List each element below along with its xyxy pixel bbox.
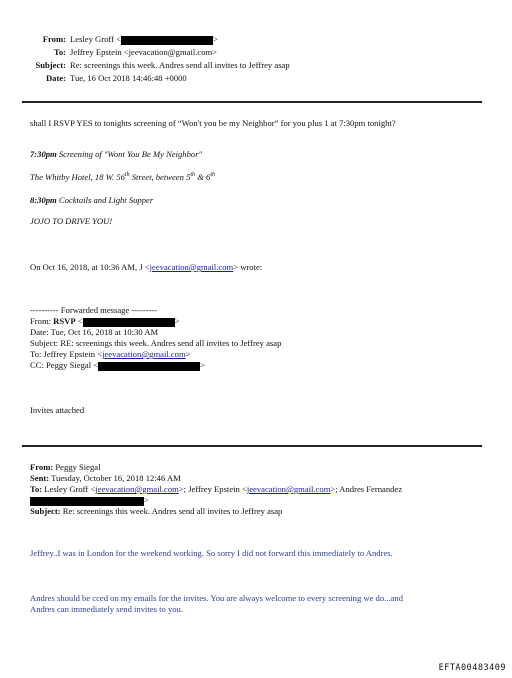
header-from-row — [0, 34, 218, 45]
redaction-bar — [83, 318, 175, 327]
forwarded-cc-after: > — [200, 360, 205, 370]
event-supper-text: Cocktails and Light Supper — [56, 195, 154, 205]
peggy-from-row — [30, 462, 101, 473]
forwarded-to-suffix: > — [185, 349, 191, 359]
quote-wrote-line — [30, 262, 262, 273]
forwarded-from-after: > — [174, 316, 180, 326]
peggy-paragraph-1: Jeffrey..I was in London for the weekend working. So sorry I did not forward this immediately to Andres. — [30, 548, 393, 558]
header-subject-row — [0, 60, 290, 71]
header-date-label: Date: — [45, 73, 66, 83]
location-text-b: Street, between 5 — [129, 172, 191, 182]
redaction-bar — [30, 497, 144, 506]
forwarded-from-row — [30, 316, 179, 327]
event-line-driver: JOJO TO DRIVE YOU! — [30, 216, 113, 226]
peggy-to-cont-after: > — [144, 495, 149, 505]
redaction-bar — [98, 362, 200, 371]
peggy-to-email-link-a[interactable]: jeevacation@gmail.com — [95, 484, 179, 494]
peggy-subject-row — [30, 506, 282, 517]
peggy-to-continuation — [30, 495, 149, 506]
header-to-value: Jeffrey Epstein <jeevacation@gmail.com> — [70, 47, 218, 57]
peggy-to-row — [30, 484, 402, 495]
quote-email-link[interactable]: jeevacation@gmail.com — [149, 262, 234, 272]
header-to-label: To: — [53, 47, 66, 57]
header-from-after: > — [212, 34, 218, 44]
event-line-location — [30, 172, 215, 183]
event-time-screening: 7:30pm — [30, 149, 57, 159]
location-text-a: The Whitby Hotel, 18 W. 56 — [30, 172, 125, 182]
forwarded-to-prefix: To: Jeffrey Epstein < — [30, 349, 103, 359]
location-sup-3: th — [210, 172, 215, 179]
forwarded-to-email-link[interactable]: jeevacation@gmail.com — [102, 349, 186, 359]
forwarded-to-row — [30, 349, 191, 360]
forwarded-date-row: Date: Tue, Oct 16, 2018 at 10:30 AM — [30, 327, 159, 337]
peggy-subject-value: Re: screenings this week. Andres send all invites to Jeffrey asap — [60, 506, 283, 516]
forwarded-cc-prefix: CC: Peggy Siegal < — [30, 360, 99, 370]
peggy-to-email-link-b[interactable]: jeevacation@gmail.com — [246, 484, 331, 494]
forwarded-divider: ---------- Forwarded message --------- — [30, 305, 158, 315]
header-subject-value: Re: screenings this week. Andres send all invites to Jeffrey asap — [70, 60, 290, 70]
location-sup-2: th — [190, 172, 196, 179]
event-screening-text: Screening of "Wont You Be My Neighbor" — [56, 149, 203, 159]
invites-attached-note: Invites attached — [30, 405, 85, 415]
forwarded-subject-row: Subject: RE: screenings this week. Andres send all invites to Jeffrey asap — [30, 338, 282, 348]
event-line-screening — [30, 149, 202, 160]
quote-suffix: > wrote: — [233, 262, 263, 272]
forwarded-cc-row — [30, 360, 205, 371]
peggy-to-b: >; Jeffrey Epstein < — [178, 484, 247, 494]
peggy-sent-value: Tuesday, October 16, 2018 12:46 AM — [49, 473, 181, 483]
header-to-row — [0, 47, 217, 58]
peggy-sent-label: Sent: — [30, 473, 50, 483]
peggy-sent-row — [30, 473, 181, 484]
peggy-subject-label: Subject: — [30, 506, 61, 516]
peggy-to-c: >; Andres Fernandez — [330, 484, 403, 494]
redaction-bar — [121, 36, 213, 45]
quote-prefix: On Oct 16, 2018, at 10:36 AM, J < — [30, 262, 150, 272]
location-sup-1: th — [124, 172, 130, 179]
bates-number: EFTA00483409 — [438, 663, 506, 673]
forwarded-from-rest: < — [75, 316, 83, 326]
event-line-supper — [30, 195, 153, 206]
peggy-paragraph-2-line-1: Andres should be cced on my emails for the invites. You are always welcome to every screening we do...and — [30, 593, 404, 603]
location-text-c: & 6 — [195, 172, 211, 182]
peggy-to-a: Lesley Groff < — [42, 484, 96, 494]
header-subject-label: Subject: — [35, 60, 66, 70]
header-from-value: Lesley Groff < — [70, 34, 121, 44]
rsvp-question: shall I RSVP YES to tonights screening of “Won't you be my Neighbor” for you plus 1 at 7:30pm tonight? — [30, 118, 396, 128]
header-date-value: Tue, 16 Oct 2018 14:46:48 +0000 — [70, 73, 187, 83]
event-time-supper: 8:30pm — [30, 195, 57, 205]
forwarded-from-label: From: — [30, 316, 54, 326]
forwarded-from-name: RSVP — [53, 316, 76, 326]
peggy-paragraph-2-line-2: Andres can immediately send invites to you. — [30, 604, 183, 614]
peggy-to-label: To: — [30, 484, 43, 494]
header-date-row — [0, 73, 187, 84]
header-from-label: From: — [42, 34, 66, 44]
peggy-from-value: Peggy Siegal — [53, 462, 101, 472]
peggy-from-label: From: — [30, 462, 54, 472]
header-divider — [22, 101, 482, 103]
quoted-divider — [22, 445, 482, 447]
